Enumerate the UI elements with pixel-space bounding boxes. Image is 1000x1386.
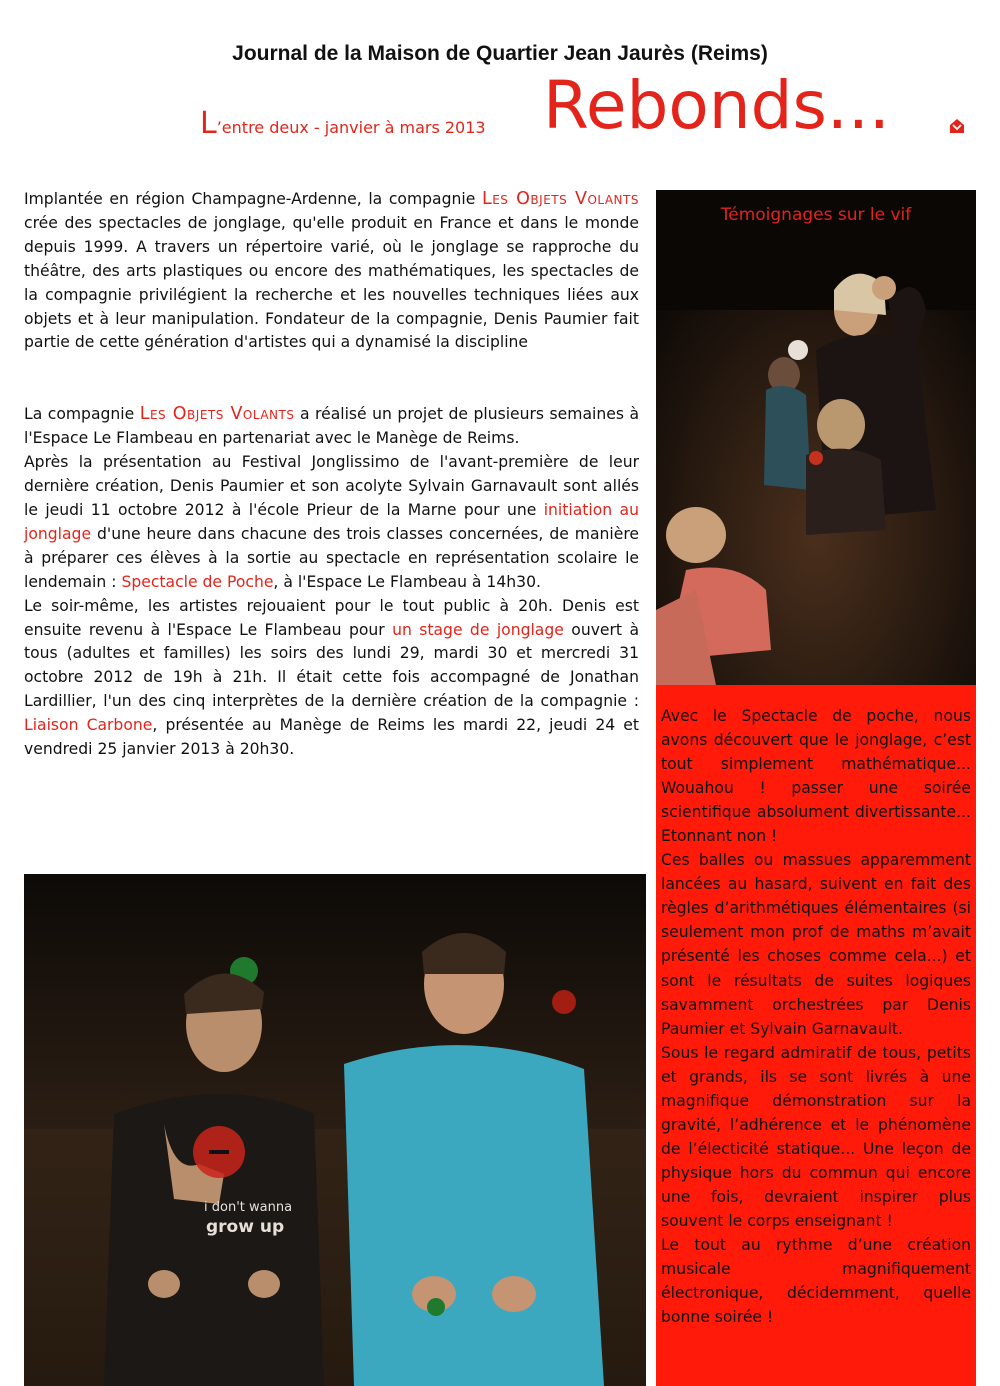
article-body bbox=[24, 188, 639, 762]
house-logo-icon bbox=[949, 118, 965, 134]
issue-line bbox=[200, 106, 486, 141]
journal-title: Journal de la Maison de Quartier Jean Jaurès (Reims) bbox=[232, 42, 768, 65]
photo-scene bbox=[656, 190, 976, 685]
paragraph-intro: Implantée en région Champagne-Ardenne, la compagnie Les Objets Volants crée des spectacles de jonglage, qu'elle produit en France et dans le monde depuis 1999. A travers un répertoire varié, où le jonglage se rapproche du théâtre, des arts plastiques ou encore des mathématiques, les spectacles de la compagnie privilégient la recherche et les nouvelles techniques liées aux objets et à leur manipulation. Fondateur de la compagnie, Denis Paumier fait partie de cette génération d'artistes qui a dynamisé la discipline bbox=[24, 189, 639, 352]
testimony-paragraph: Ces balles ou massues apparemment lancées au hasard, suivent en fait des règles d’arithmétiques élémentaires (si seulement mon prof de maths m’avait présenté les choses comme cela...) et sont le résultats de suites logiques savamment orchestrées par Denis Paumier et Sylvain Garnavault. bbox=[661, 851, 971, 1038]
link-initiation[interactable]: initiation au jonglage bbox=[24, 500, 639, 543]
tshirt-text-line1: i don't wanna bbox=[204, 1200, 293, 1215]
issue-dates: ’entre deux - janvier à mars 2013 bbox=[216, 118, 486, 137]
testimony-paragraph: Sous le regard admiratif de tous, petits et grands, ils se sont livrés à une magnifique démonstration sur la gravité, l’adhérence et le phénomène de l’électicité statique... Une leçon de physique hors du commun qui encore une fois, devraient inspirer plus souvent le corps enseignant ! bbox=[661, 1043, 971, 1230]
photo-scene bbox=[24, 874, 646, 1386]
link-spectacle-de-poche[interactable]: Spectacle de Poche bbox=[121, 572, 274, 591]
brand-title: Rebonds... bbox=[543, 67, 890, 144]
testimony-paragraph: Avec le Spectacle de poche, nous avons découvert que le jonglage, c’est tout simplement mathématique... Wouahou ! passer une soirée scientifique absolument divertissante... Etonnant non ! bbox=[661, 707, 971, 846]
paragraph-project: La compagnie Les Objets Volants a réalisé un projet de plusieurs semaines à l'Espace Le Flambeau en partenariat avec le Manège de Reims. bbox=[24, 404, 640, 448]
company-name: Les Objets Volants bbox=[481, 189, 639, 209]
link-stage[interactable]: un stage de jonglage bbox=[392, 620, 564, 639]
testimony-paragraph: Le tout au rythme d’une création musicale magnifiquement électronique, décidemment, quelle bonne soirée ! bbox=[661, 1236, 971, 1327]
photo-children-juggling bbox=[656, 190, 976, 685]
photo-caption: Témoignages sur le vif bbox=[720, 205, 912, 225]
link-liaison-carbone[interactable]: Liaison Carbone bbox=[24, 716, 153, 735]
tshirt-text-line2: grow up bbox=[206, 1217, 285, 1237]
paragraph-initiation: Après la présentation au Festival Jonglissimo de l'avant-première de leur dernière création, Denis Paumier et son acolyte Sylvain Garnavault sont allés le jeudi 11 octobre 2012 à l'école Prieur de la Marne pour une initiation au jonglage d'une heure dans chacune des trois classes concernées, de manière à préparer ces élèves à la sortie au spectacle en représentation scolaire le lendemain : Spectacle de Poche, à l'Espace Le Flambeau à 14h30. bbox=[24, 453, 639, 591]
testimony-box bbox=[656, 685, 976, 1386]
paragraph-stage: Le soir-même, les artistes rejouaient pour le tout public à 20h. Denis est ensuite revenu à l'Espace Le Flambeau pour un stage de jonglage ouvert à tous (adultes et familles) les soirs des lundi 29, mardi 30 et mercredi 31 octobre 2012 de 19h à 21h. Il était cette fois accompagné de Jonathan Lardillier, l'un des cinq interprètes de la dernière création de la compagnie : Liaison Carbone, présentée au Manège de Reims les mardi 22, jeudi 24 et vendredi 25 janvier 2013 à 20h30. bbox=[24, 596, 640, 759]
photo-jugglers bbox=[24, 874, 646, 1386]
testimony-text bbox=[661, 704, 971, 1329]
issue-initial: L bbox=[200, 106, 217, 141]
company-name: Les Objets Volants bbox=[139, 404, 295, 425]
